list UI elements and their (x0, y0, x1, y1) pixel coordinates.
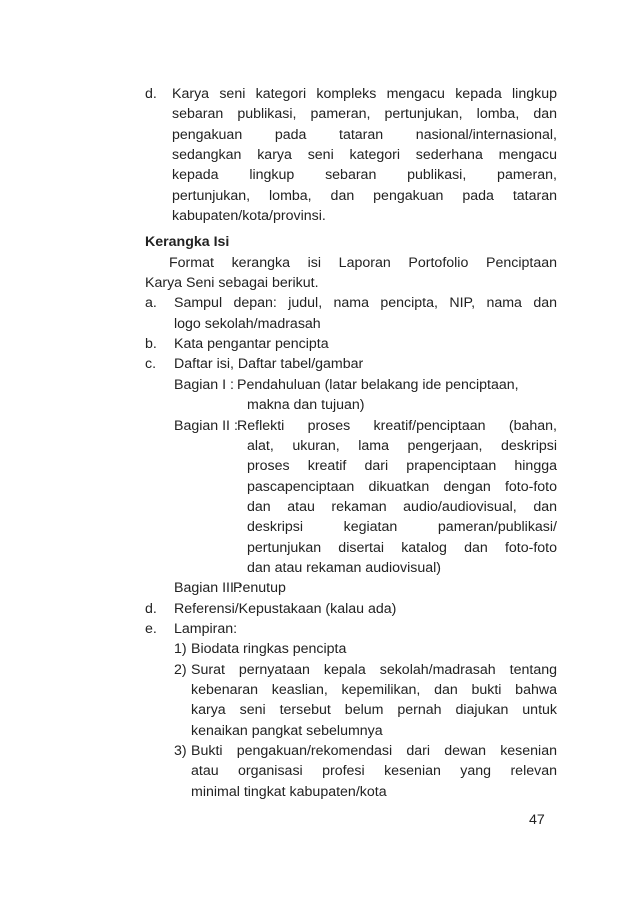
list-item-c: c. Daftar isi, Daftar tabel/gambar (145, 354, 557, 374)
bagian-label: Bagian II : (174, 417, 238, 434)
paragraph-line: sedangkan karya seni kategori sederhana mengacu (172, 147, 557, 164)
bagian-1: Bagian I : Pendahuluan (latar belakang ide penciptaan, (145, 375, 557, 395)
bagian-label: Bagian I : (174, 376, 234, 393)
list-item-b: b. Kata pengantar pencipta (145, 334, 557, 354)
sub-item-2: 2) Surat pernyataan kepala sekolah/madrasah tentang (145, 660, 557, 680)
list-marker: e. (145, 620, 157, 637)
paragraph-line: pertunjukan, lomba, dan pengakuan pada tataran (172, 187, 557, 204)
sub-marker: 1) (174, 641, 187, 658)
paragraph-line: kabupaten/kota/provinsi. (172, 208, 326, 225)
list-marker: a. (145, 295, 157, 312)
list-marker: d. (145, 86, 157, 102)
bagian-3: Bagian III : Penutup (145, 578, 557, 598)
list-marker: d. (145, 600, 157, 617)
list-item-a: a. Sampul depan: judul, nama pencipta, NIP, nama dan (145, 293, 557, 313)
paragraph-line: pengakuan pada tataran nasional/internasional, (172, 126, 557, 143)
paragraph-line: sebaran publikasi, pameran, pertunjukan, lomba, dan (172, 106, 557, 123)
intro-line: Karya Seni sebagai berikut. (145, 275, 319, 292)
intro-line: Format kerangka isi Laporan Portofolio Penciptaan (169, 254, 557, 271)
list-item-d-top (145, 84, 557, 104)
sub-marker: 3) (174, 743, 187, 759)
list-marker: c. (145, 356, 157, 373)
paragraph-line: Karya seni kategori kompleks mengacu kepada lingkup (172, 86, 557, 102)
section-heading: Kerangka Isi (145, 234, 230, 251)
page-number: 47 (529, 812, 545, 828)
list-marker: b. (145, 336, 157, 353)
bagian-label: Bagian III : (174, 580, 242, 597)
document-page: d. Karya seni kategori kompleks mengacu kepada lingkup sebaran publikasi, pameran, pertunjukan, lomba, dan pengakuan pada tataran nasional/internasional, sedangkan karya seni kategori sederhana mengacu kepada lingkup sebaran publikasi, pameran, pertunjukan, lomba, dan pengakuan pada tataran kabupaten/kota/provinsi. Kerangka Isi Format kerangka isi Laporan Portofolio Penciptaan Karya Seni sebagai berikut. a. Sampul depan: judul, nama pencipta, NIP, nama dan logo sekolah/madrasah b. Kata pengantar pencipta c. Daftar isi, Daftar tabel/gambar Bagian I : Pendahuluan (latar belakang ide penciptaan, makna dan tujuan) Bagian II : Reflekti proses kreatif/penciptaan (bahan, alat, ukuran, lama pengerjaan, deskripsi proses kreatif dari prapenciptaan hingga pascapenciptaan dikuatkan dengan foto-foto dan atau rekaman audio/audiovisual, dan deskripsi kegiatan pameran/publikasi/ pertunjukan disertai katalog dan foto-foto dan atau rekaman audiovisual) Bagian III : Penutup d. Referensi/Kepustakaan (kalau ada) e. Lampiran: 1) Biodata ringkas pencipta 2) Surat pernyataan kepala sekolah/madrasah tentang kebenaran keaslian, kepemilikan, dan bukti bahwa karya seni tersebut belum pernah diajukan untuk kenaikan pangkat sebelumnya 3) Bukti pengakuan/rekomendasi dari dewan kesenian atau organisasi profesi kesenian yang relevan minimal tingkat kabupaten/kota (145, 86, 557, 800)
list-item-d: d. Referensi/Kepustakaan (kalau ada) (145, 599, 557, 619)
list-item-e: e. Lampiran: (145, 619, 557, 639)
sub-marker: 2) (174, 661, 187, 678)
sub-item-3: 3) Bukti pengakuan/rekomendasi dari dewan kesenian (145, 741, 557, 761)
paragraph-line: kepada lingkup sebaran publikasi, pameran, (172, 167, 557, 184)
sub-item-1: 1) Biodata ringkas pencipta (145, 639, 557, 659)
bagian-2: Bagian II : Reflekti proses kreatif/penciptaan (bahan, (145, 416, 557, 436)
